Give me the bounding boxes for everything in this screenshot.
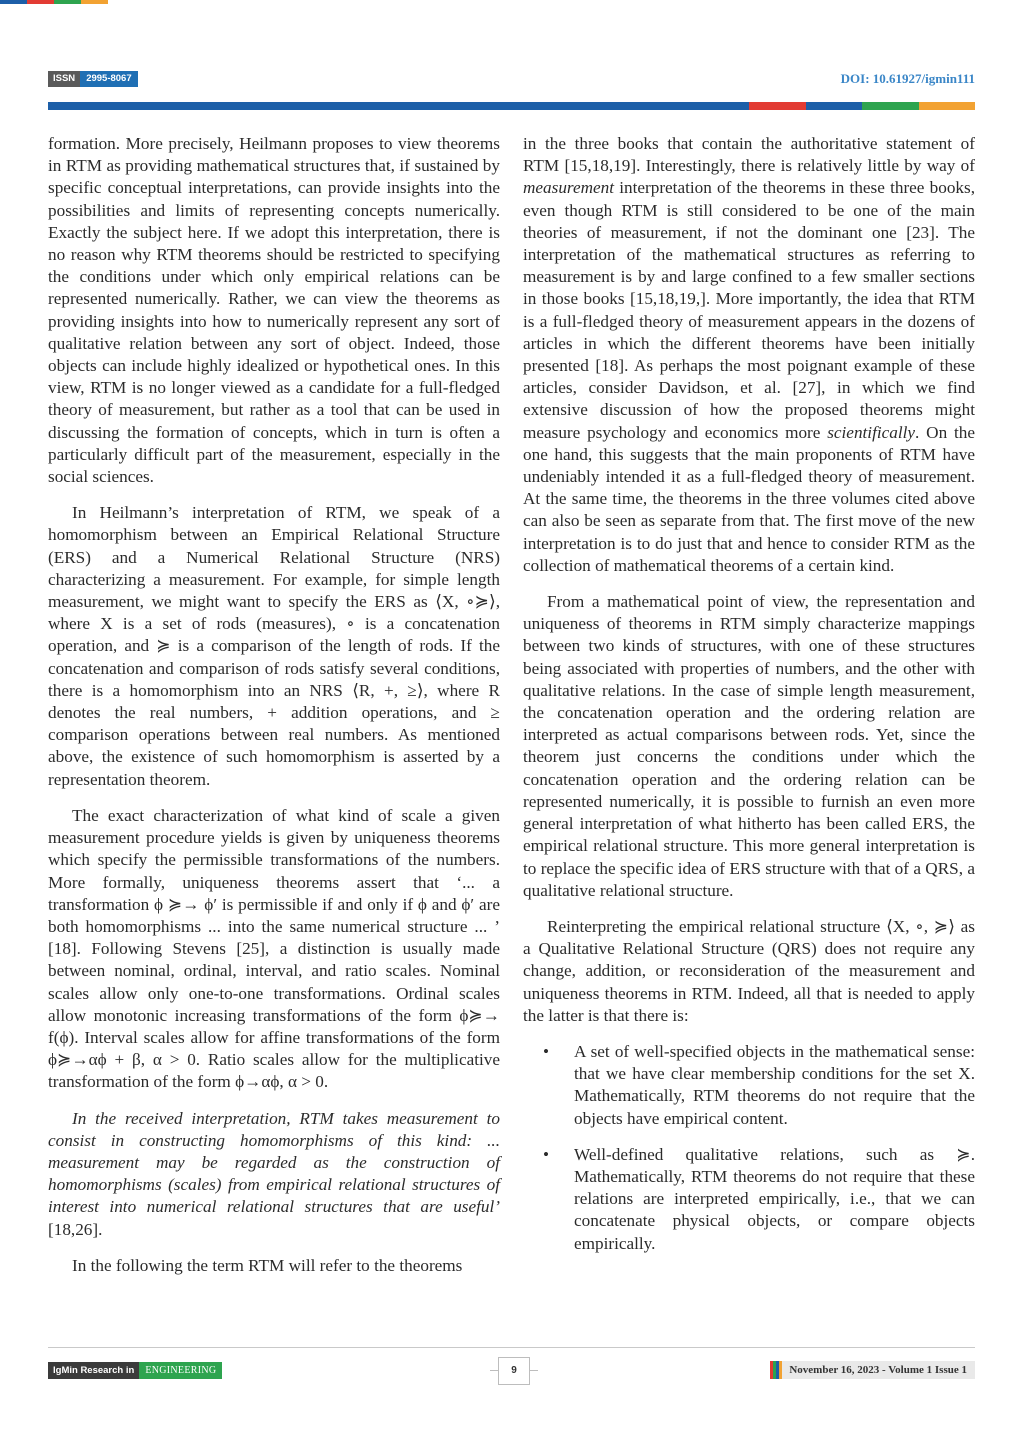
journal-name: IgMin Research in: [48, 1362, 139, 1379]
doi-link[interactable]: DOI: 10.61927/igmin111: [840, 71, 975, 86]
page-number-rule-left: [490, 1370, 498, 1371]
right-column: [523, 133, 975, 1269]
color-bars-icon: [770, 1361, 782, 1379]
issn-badge: [48, 71, 138, 87]
header-bar-blue: [806, 102, 863, 110]
list-item-text: A set of well-specified objects in the mathematical sense: that we have clear membership conditions for the set X. Mathematically, RTM theorems do not require that the objects have empirical content.: [574, 1041, 975, 1128]
issn-label: ISSN: [48, 71, 80, 87]
list-item: [523, 1041, 975, 1130]
quote-paragraph: [48, 1108, 500, 1241]
list-item-text: Well-defined qualitative relations, such as ≽. Mathematically, RTM theorems do not require that these relations are interpreted empirically, i.e., that we can concatenate physical objects, or compare objects empirically.: [574, 1144, 975, 1253]
list-item: [523, 1144, 975, 1255]
bullet-icon: •: [543, 1041, 550, 1061]
header-bar-orange: [919, 102, 976, 110]
stripe-orange: [81, 0, 108, 4]
page-number-rule-right: [530, 1370, 538, 1371]
issue-date: November 16, 2023 - Volume 1 Issue 1: [789, 1364, 967, 1376]
footer-divider: [48, 1347, 975, 1348]
bullet-list: [523, 1041, 975, 1255]
paragraph: In the following the term RTM will refer to the theorems: [72, 1255, 463, 1275]
paragraph: [523, 133, 975, 577]
quote-text: In the received interpretation, RTM takes measurement to consist in constructing homomorphisms of this kind: ... measurement may be regarded as the construction of homomorphisms (scales) from empirical relational structures of interest into numerical relational structures that are useful’: [48, 1108, 500, 1217]
stripe-green: [54, 0, 81, 4]
bullet-icon: •: [543, 1144, 550, 1164]
page-number: 9: [498, 1357, 530, 1385]
header-bar-green: [862, 102, 919, 110]
paragraph: Reinterpreting the empirical relational structure ⟨X, ∘, ≽⟩ as a Qualitative Relational Structure (QRS) does not require any change, addition, or reconsideration of the measurement and uniqueness theorems in RTM. Indeed, all that is needed to apply the latter is that there is:: [523, 916, 975, 1025]
top-color-stripe: [0, 0, 108, 4]
paragraph: From a mathematical point of view, the representation and uniqueness of theorems in RTM simply characterize mappings between two kinds of structures, with one of these structures being associated with properties of numbers, and the other with qualitative relations. In the case of simple length measurement, the concatenation operation and the ordering relation are interpreted as actual comparisons between rods. Yet, since the theorem just concerns the conditions under which the concatenation operation and the ordering relation can be represented numerically, it is possible to furnish an even more general interpretation of what hitherto has been called ERS, the empirical relational structure. This more general interpretation is to replace the specific idea of ERS structure with that of a QRS, a qualitative relational structure.: [523, 592, 975, 900]
issn-value: 2995-8067: [80, 71, 137, 87]
stripe-red: [27, 0, 54, 4]
emphasis: scientifically: [827, 422, 916, 442]
quote-reference: [18,26].: [48, 1219, 103, 1239]
stripe-blue: [0, 0, 27, 4]
journal-badge: [48, 1362, 222, 1379]
paragraph: formation. More precisely, Heilmann proposes to view theorems in RTM as providing mathematical structures that, if sustained by specific conceptual interpretations, can provide insights into the possibilities and limits of representing concepts numerically. Exactly the subject here. If we adopt this interpretation, there is no reason why RTM theorems should be restricted to specifying the conditions under which only empirical relations can be represented numerically. Rather, we can view the theorems as providing insights into how to numerically represent any sort of qualitative relation between any sort of object. Indeed, those objects can include highly idealized or hypothetical ones. In this view, RTM is no longer viewed as a candidate for a full-fledged theory of measurement, but rather as a tool that can be used in discussing the formation of concepts, which in turn is often a particularly difficult part of the measurement, especially in the social sciences.: [48, 134, 500, 487]
issue-date-badge: [770, 1361, 975, 1379]
journal-section: ENGINEERING: [139, 1362, 222, 1379]
text-span: in the three books that contain the authoritative statement of RTM [15,18,19]. Interestingly, there is relatively little by way of: [523, 134, 975, 176]
paragraph: The exact characterization of what kind of scale a given measurement procedure yields is given by uniqueness theorems which specify the permissible transformations of the numbers. More formally, uniqueness theorems assert that ‘... a transformation ϕ ≽→ ϕ′ is permissible if and only if ϕ and ϕ′ are both homomorphisms ... into the same numerical structure ... ’ [18]. Following Stevens [25], a distinction is usually made between nominal, ordinal, interval, and ratio scales. Nominal scales allow only one-to-one transformations. Ordinal scales allow monotonic increasing transformations of the form ϕ≽→ f(ϕ). Interval scales allow for affine transformations of the form ϕ≽→αϕ + β, α > 0. Ratio scales allow for the multiplicative transformation of the form ϕ→αϕ, α > 0.: [48, 805, 500, 1092]
text-span: interpretation of the theorems in these three books, even though RTM is still considered to be one of the main theories of measurement, if not the dominant one [23]. The interpretation of the mathematical structures as referring to measurement is by and large confined to a few smaller sections in those books [15,18,19,]. More importantly, the idea that RTM is a full-fledged theory of measurement appears in the dozens of articles in which the different theorems have been initially presented [18]. As perhaps the most poignant example of these articles, consider Davidson, et al. [27], in which we find extensive discussion of how the proposed theorems might measure psychology and economics more: [523, 178, 975, 442]
emphasis: measurement: [523, 178, 615, 198]
paragraph: In Heilmann’s interpretation of RTM, we speak of a homomorphism between an Empirical Relational Structure (ERS) and a Numerical Relational Structure (NRS) characterizing a measurement. For example, for simple length measurement, we might want to specify the ERS as ⟨X, ∘≽⟩, where X is a set of rods (measures), ∘ is a concatenation operation, and ≽ is a comparison of the length of rods. If the concatenation and comparison of rods satisfy several conditions, there is a homomorphism into an NRS ⟨R, +, ≥⟩, where R denotes the real numbers, + addition operations, and ≥ comparison operations between real numbers. As mentioned above, the existence of such homomorphism is asserted by a representation theorem.: [48, 503, 500, 789]
text-span: . On the one hand, this suggests that the main proponents of RTM have undeniably intended it as a full-fledged theory of measurement. At the same time, the theorems in the three volumes cited above can also be seen as separate from that. The first move of the new interpretation is to do just that and hence to consider RTM as the collection of mathematical theorems of a certain kind.: [523, 422, 975, 575]
header-bar: [48, 102, 975, 110]
header-bar-red: [749, 102, 806, 110]
header-bar-main: [48, 102, 749, 110]
left-column: [48, 133, 500, 1291]
